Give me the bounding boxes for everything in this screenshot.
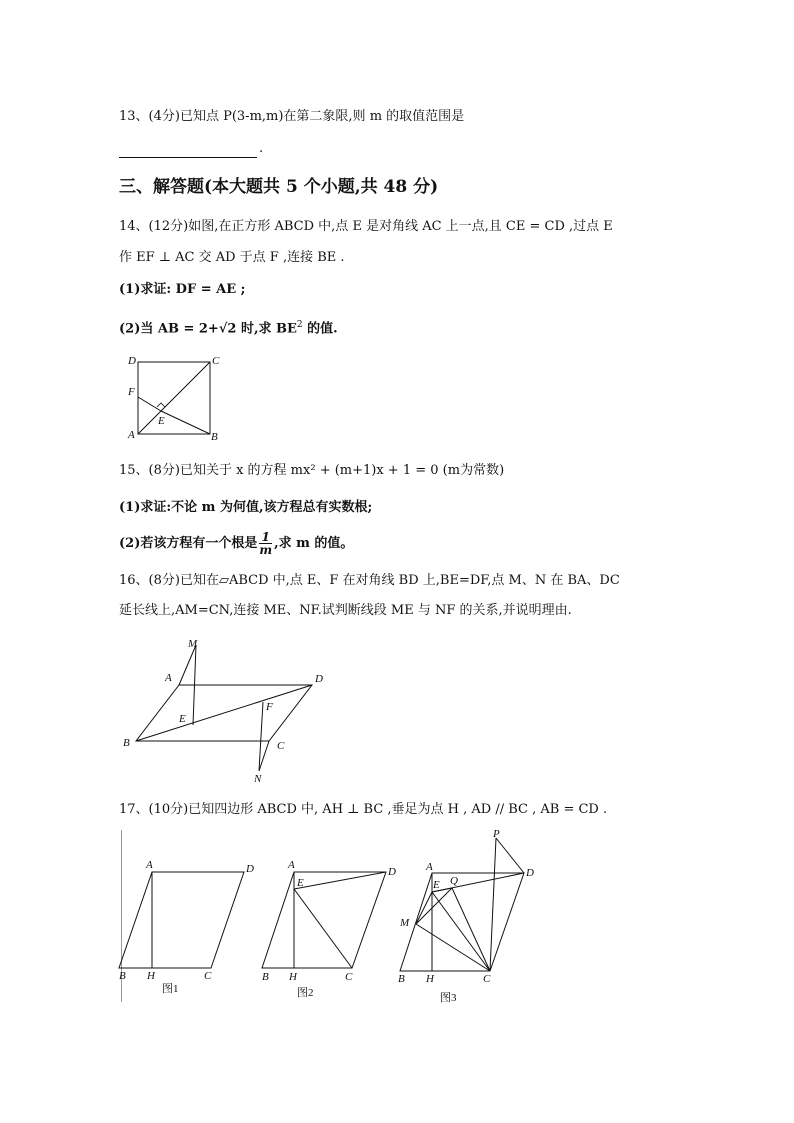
fig2-label-C: C — [345, 971, 353, 983]
q15-part2 — [119, 531, 353, 556]
fig1-label-C: C — [204, 970, 212, 982]
fig3-label-Q: Q — [450, 875, 458, 887]
fig3-label-M: M — [400, 917, 410, 929]
q14-label-A: A — [128, 429, 135, 441]
q14-figure — [119, 352, 229, 447]
q15-part2-text-a: (2)若该方程有一个根是 — [119, 536, 258, 551]
fig3-label-C: C — [483, 973, 491, 985]
q14-label-E: E — [158, 415, 165, 427]
q15-part1: (1)求证:不论 m 为何值,该方程总有实数根; — [119, 500, 373, 515]
q17-figure3 — [396, 826, 546, 1006]
q15-frac-den: m — [259, 543, 273, 557]
fig2-label-B: B — [262, 971, 269, 983]
fig3-label-E: E — [433, 879, 440, 891]
q16-label-B: B — [123, 737, 130, 749]
fig2-label-H: H — [289, 971, 297, 983]
fig1-label-H: H — [147, 970, 155, 982]
q14-part2-text-b: 的值. — [302, 321, 338, 337]
q14-part2-sup: 2 — [296, 320, 303, 330]
q15-part2-text-b: ,求 m 的值。 — [274, 536, 354, 551]
fig1-label-B: B — [119, 970, 126, 982]
fig3-caption: 图3 — [440, 992, 457, 1004]
fig1-caption: 图1 — [162, 983, 179, 995]
q16-label-N: N — [254, 773, 262, 785]
q17-figure2 — [262, 855, 407, 1000]
q14-label-F: F — [128, 386, 135, 398]
q16-line1: 16、(8分)已知在▱ABCD 中,点 E、F 在对角线 BD 上,BE=DF,点 M、N 在 BA、DC — [119, 573, 620, 588]
q13-answer-blank[interactable] — [119, 143, 257, 158]
q17-figure1 — [119, 855, 259, 1000]
fig1-label-D: D — [246, 863, 254, 875]
fig3-label-P: P — [493, 828, 500, 840]
fig2-caption: 图2 — [297, 987, 314, 999]
q15-frac-num: 1 — [259, 531, 272, 544]
q14-line1: 14、(12分)如图,在正方形 ABCD 中,点 E 是对角线 AC 上一点,且 CE = CD ,过点 E — [119, 219, 613, 234]
q16-label-D: D — [315, 673, 323, 685]
q16-line2: 延长线上,AM=CN,连接 ME、NF.试判断线段 ME 与 NF 的关系,并说明理由. — [119, 603, 572, 618]
q15-fraction — [259, 531, 272, 556]
fig2-label-E: E — [297, 877, 304, 889]
fig2-label-D: D — [388, 866, 396, 878]
q14-part2 — [119, 316, 338, 338]
q16-label-A: A — [165, 672, 172, 684]
fig3-label-D: D — [526, 867, 534, 879]
q14-part2-text-a: (2)当 AB = 2+√2 时,求 BE — [119, 321, 297, 337]
q16-label-F: F — [266, 701, 273, 713]
fig3-label-H: H — [426, 973, 434, 985]
q13-period: . — [259, 141, 264, 156]
fig1-label-A: A — [146, 859, 153, 871]
fig3-label-B: B — [398, 973, 405, 985]
q16-label-E: E — [179, 713, 186, 725]
q16-label-C: C — [277, 740, 285, 752]
q17-line1: 17、(10分)已知四边形 ABCD 中, AH ⊥ BC ,垂足为点 H , AD // BC , AB = CD . — [119, 802, 608, 817]
q14-label-D: D — [128, 355, 136, 367]
section-title: 三、解答题(本大题共 5 个小题,共 48 分) — [119, 177, 439, 197]
q16-figure — [119, 635, 339, 785]
q14-label-B: B — [211, 431, 218, 443]
q13-text: 13、(4分)已知点 P(3-m,m)在第二象限,则 m 的取值范围是 — [119, 109, 465, 124]
q16-label-M: M — [188, 638, 198, 650]
fig3-label-A: A — [426, 861, 433, 873]
q14-label-C: C — [212, 355, 220, 367]
q14-part1: (1)求证: DF = AE ; — [119, 282, 246, 297]
q14-line2: 作 EF ⊥ AC 交 AD 于点 F ,连接 BE . — [119, 250, 345, 265]
fig2-label-A: A — [288, 859, 295, 871]
q15-line1: 15、(8分)已知关于 x 的方程 mx² + (m+1)x + 1 = 0 (m为常数) — [119, 463, 505, 478]
